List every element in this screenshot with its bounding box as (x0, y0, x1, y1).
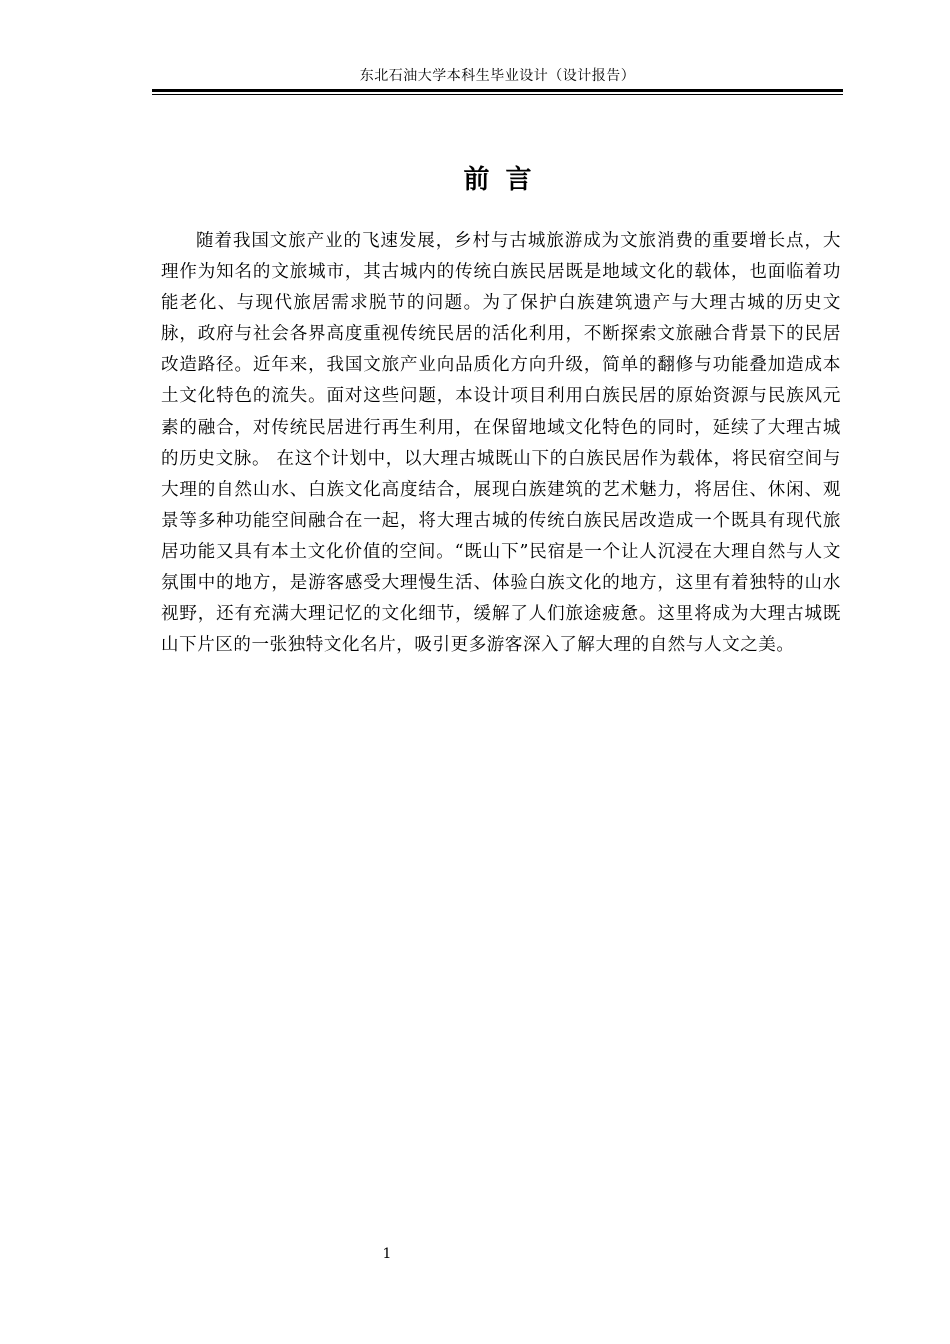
header-rule-thick (152, 89, 843, 92)
page-title: 前言 (463, 165, 548, 195)
page-header: 东北石油大学本科生毕业设计（设计报告） (359, 68, 636, 84)
header-rule-thin (152, 94, 843, 95)
body-paragraph: 随着我国文旅产业的飞速发展，乡村与古城旅游成为文旅消费的重要增长点，大理作为知名的文旅城市，其古城内的传统白族民居既是地域文化的载体，也面临着功能老化、与现代旅居需求脱节的问题。为了保护白族建筑遗产与大理古城的历史文脉，政府与社会各界高度重视传统民居的活化利用，不断探索文旅融合背景下的民居改造路径。近年来，我国文旅产业向品质化方向升级，简单的翻修与功能叠加造成本土文化特色的流失。面对这些问题，本设计项目利用白族民居的原始资源与民族风元素的融合，对传统民居进行再生利用，在保留地域文化特色的同时，延续了大理古城的历史文脉。 在这个计划中，以大理古城既山下的白族民居作为载体，将民宿空间与大理的自然山水、白族文化高度结合，展现白族建筑的艺术魅力，将居住、休闲、观景等多种功能空间融合在一起，将大理古城的传统白族民居改造成一个既具有现代旅居功能又具有本土文化价值的空间。“既山下”民宿是一个让人沉浸在大理自然与人文氛围中的地方，是游客感受大理慢生活、体验白族文化的地方，这里有着独特的山水视野，还有充满大理记忆的文化细节，缓解了人们旅途疲惫。这里将成为大理古城既山下片区的一张独特文化名片，吸引更多游客深入了解大理的自然与人文之美。 (161, 231, 841, 656)
page-number: 1 (382, 1246, 392, 1262)
